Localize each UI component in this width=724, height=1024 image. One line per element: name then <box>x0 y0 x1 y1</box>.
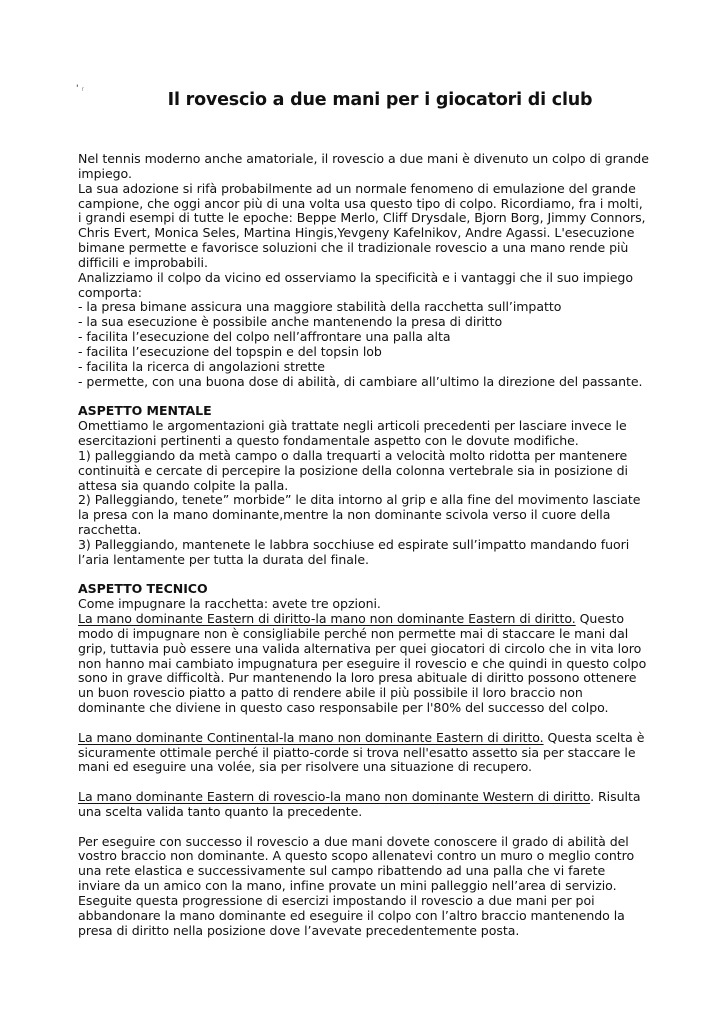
intro-paragraph-1: Nel tennis moderno anche amatoriale, il rovescio a due mani è divenuto un colpo di grande impiego. <box>78 151 649 181</box>
paragraph-gap <box>78 390 650 405</box>
grip-option-1-title: La mano dominante Eastern di diritto-la mano non dominante Eastern di diritto. <box>78 611 576 627</box>
mental-paragraph-1: Omettiamo le argomentazioni già trattate negli articoli precedenti per lasciare invece le esercitazioni pertinenti a questo fondamentale aspetto con le dovute modifiche. <box>78 418 627 448</box>
grip-option-3-title: La mano dominante Eastern di rovescio-la mano non dominante Western di diritto <box>78 789 591 805</box>
paragraph-gap <box>78 568 650 583</box>
mental-paragraph-3: 2) Palleggiando, tenete” morbide” le dita intorno al grip e alla fine del movimento lasciate la presa con la mano dominante,mentre la non dominante scivola verso il cuore della racchetta. <box>78 492 641 538</box>
grip-option-2 <box>78 731 650 776</box>
grip-option-2-text: Questa scelta è sicuramente ottimale perché il piatto-corde si trova nell'esatto assetto sia per staccare le mani ed eseguire una volée, sia per risolvere una situazione di recupero. <box>78 729 645 775</box>
advantage-list-item: - facilita la ricerca di angolazioni strette <box>78 358 325 374</box>
corner-mark-small: r <box>81 86 84 93</box>
grip-option-2-title: La mano dominante Continental-la mano non dominante Eastern di diritto. <box>78 729 544 745</box>
grip-option-1-text: Questo modo di impugnare non è consigliabile perché non permette mai di staccare le mani dal grip, tuttavia può essere una valida alternativa per quei giocatori di circolo che in vita loro non hanno mai cambiato impugnatura per eseguire il rovescio e che quindi in questo colpo sono in grave difficoltà. Pur mantenendo la loro presa abituale di diritto possono ottenere un buon rovescio piatto a patto di rendere abile il più possibile il loro braccio non dominante che diviene in questo caso responsabile per l'80% del successo del colpo. <box>78 611 647 716</box>
technical-heading: ASPETTO TECNICO <box>78 581 208 597</box>
advantage-list-item: - la presa bimane assicura una maggiore stabilità della racchetta sull’impatto <box>78 299 562 315</box>
grip-option-3 <box>78 790 650 820</box>
grip-option-1 <box>78 612 650 716</box>
intro-paragraph-2: La sua adozione si rifà probabilmente ad un normale fenomeno di emulazione del grande campione, che oggi ancor più di una volta usa questo tipo di colpo. Ricordiamo, fra i molti, i grandi esempi di tutte le epoche: Beppe Merlo, Cliff Drysdale, Bjorn Borg, Jimmy Connors, Chris Evert, Monica Seles, Martina Hingis,Yevgeny Kafelnikov, Andre Agassi. L'esecuzione bimane permette e favorisce soluzioni che il tradizionale rovescio a una mano rende più difficili e improbabili. <box>78 180 646 270</box>
advantage-list-item: - facilita l’esecuzione del topspin e del topsin lob <box>78 343 382 359</box>
document-body <box>78 152 650 938</box>
corner-mark-main: ' <box>76 84 79 94</box>
grip-option-3-text: . Risulta una scelta valida tanto quanto la precedente. <box>78 789 641 819</box>
paragraph-gap <box>78 775 650 790</box>
advantage-list-item: - la sua esecuzione è possibile anche mantenendo la presa di diritto <box>78 314 503 330</box>
technical-final-paragraph: Per eseguire con successo il rovescio a due mani dovete conoscere il grado di abilità del vostro braccio non dominante. A questo scopo allenatevi contro un muro o meglio contro una rete elastica e successivamente sul campo ribattendo ad una palla che vi farete inviare da un amico con la mano, infine provate un mini palleggio nell’area di servizio. Eseguite questa progressione di esercizi impostando il rovescio a due mani per poi abbandonare la mano dominante ed eseguire il colpo con l’altro braccio mantenendo la presa di diritto nella posizione dove l’avevate precedentemente posta. <box>78 833 635 938</box>
mental-heading: ASPETTO MENTALE <box>78 403 212 419</box>
mental-paragraph-4: 3) Palleggiando, mantenete le labbra socchiuse ed espirate sull’impatto mandando fuori l’aria lentamente per tutta la durata del finale. <box>78 536 630 567</box>
intro-paragraph-3: Analizziamo il colpo da vicino ed osserviamo la specificità e i vantaggi che il suo impiego comporta: <box>78 269 633 300</box>
paragraph-gap <box>78 716 650 731</box>
advantage-list-item: - facilita l’esecuzione del colpo nell’affrontare una palla alta <box>78 329 451 345</box>
paragraph-gap <box>78 820 650 835</box>
document-title: Il rovescio a due mani per i giocatori di club <box>167 90 593 110</box>
mental-paragraph-2: 1) palleggiando da metà campo o dalla trequarti a velocità molto ridotta per mantenere continuità e cercate di percepire la posizione della colonna vertebrale sia in posizione di attesa sia quando colpite la palla. <box>78 447 628 493</box>
technical-intro: Come impugnare la racchetta: avete tre opzioni. <box>78 596 381 612</box>
advantage-list-item: - permette, con una buona dose di abilità, di cambiare all’ultimo la direzione del passante. <box>78 373 643 389</box>
